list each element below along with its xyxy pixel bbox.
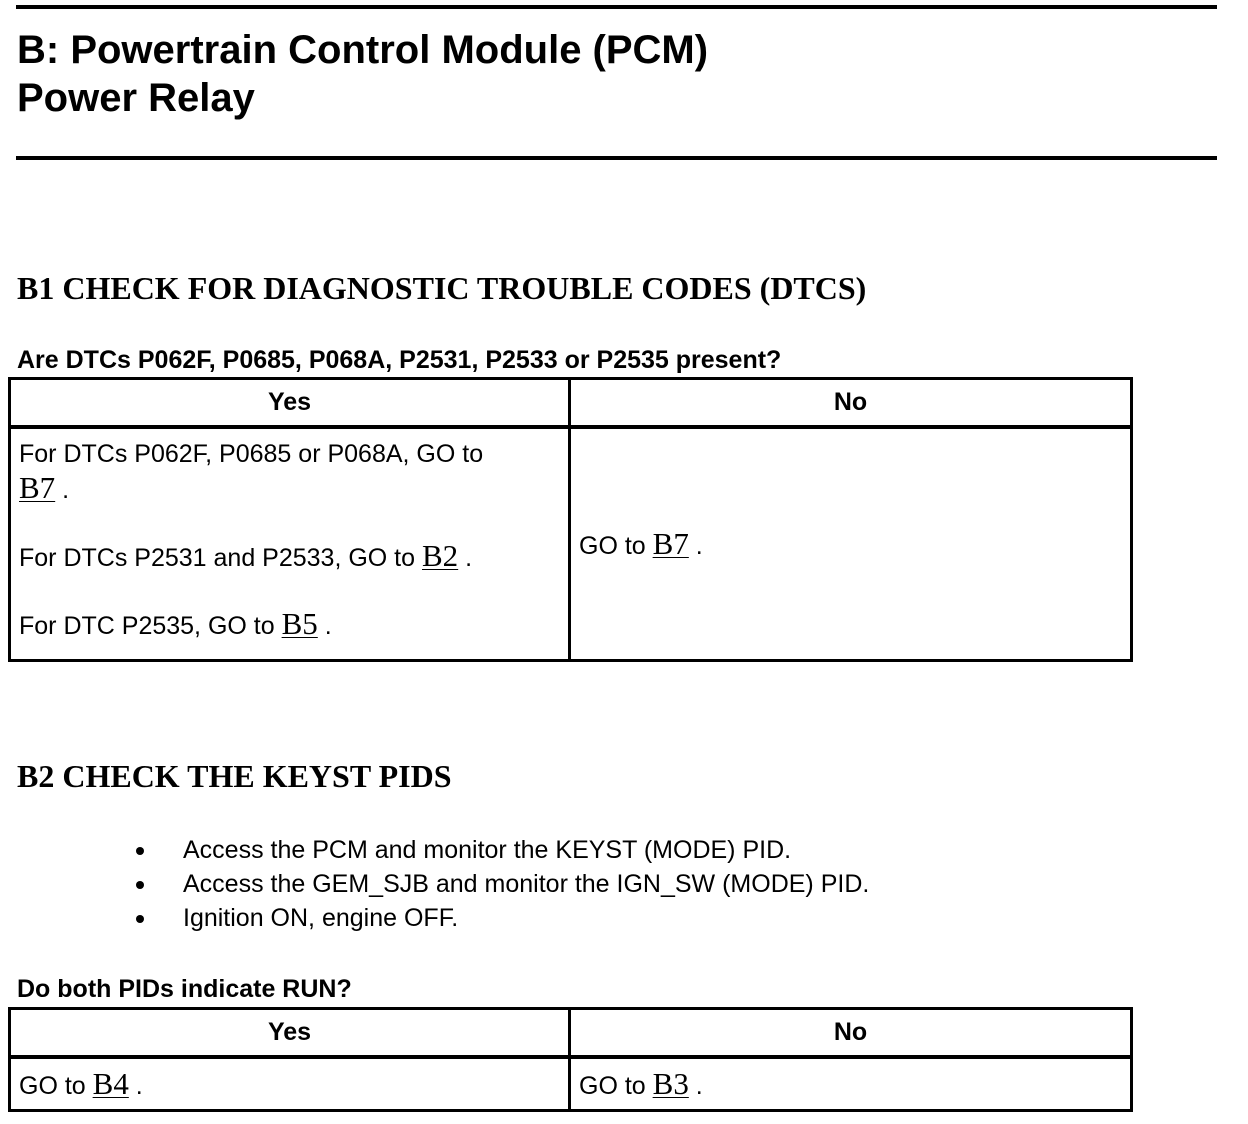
list-item <box>130 901 869 935</box>
bullet-icon <box>136 847 144 855</box>
link-b7[interactable]: B7 <box>652 526 689 561</box>
step-b2-heading: B2 CHECK THE KEYST PIDS <box>17 758 452 794</box>
table-row <box>10 1057 1132 1111</box>
yes-action-p2531 <box>19 539 560 575</box>
list-item <box>130 867 869 901</box>
action-text: GO to <box>579 532 646 560</box>
yes-cell <box>10 1057 570 1111</box>
yes-action-p062f <box>19 437 560 507</box>
action-suffix: . <box>324 612 332 640</box>
title-bottom-rule <box>16 156 1217 160</box>
link-b4[interactable]: B4 <box>92 1066 129 1101</box>
action-text: GO to <box>19 1072 86 1100</box>
instruction-text: Access the GEM_SJB and monitor the IGN_SW (MODE) PID. <box>183 870 870 898</box>
step-b2-question: Do both PIDs indicate RUN? <box>17 975 352 1003</box>
action-text: For DTC P2535, GO to <box>19 612 275 640</box>
step-b1-decision-table <box>8 377 1133 662</box>
top-rule <box>16 5 1217 9</box>
step-b2-instructions <box>130 833 869 935</box>
yes-column-header: Yes <box>10 1009 570 1058</box>
action-suffix: . <box>135 1072 143 1100</box>
action-suffix: . <box>695 1072 703 1100</box>
no-cell <box>570 427 1132 661</box>
no-column-header: No <box>570 1009 1132 1058</box>
action-suffix: . <box>465 544 473 572</box>
yes-cell <box>10 427 570 661</box>
document-title <box>17 26 708 122</box>
action-text: GO to <box>579 1072 646 1100</box>
link-b7[interactable]: B7 <box>19 470 56 505</box>
step-b1-heading: B1 CHECK FOR DIAGNOSTIC TROUBLE CODES (DTCS) <box>17 270 867 306</box>
step-b2-decision-table <box>8 1007 1133 1112</box>
yes-column-header: Yes <box>10 379 570 428</box>
instruction-text: Access the PCM and monitor the KEYST (MODE) PID. <box>183 836 792 864</box>
no-cell <box>570 1057 1132 1111</box>
action-suffix: . <box>62 476 70 504</box>
action-text: For DTCs P2531 and P2533, GO to <box>19 544 416 572</box>
bullet-icon <box>136 915 144 923</box>
link-b2[interactable]: B2 <box>422 538 459 573</box>
instruction-text: Ignition ON, engine OFF. <box>183 904 459 932</box>
action-text: For DTCs P062F, P0685 or P068A, GO to <box>19 440 484 468</box>
list-item <box>130 833 869 867</box>
document-title-line-1: B: Powertrain Control Module (PCM) <box>17 28 709 72</box>
bullet-icon <box>136 881 144 889</box>
no-column-header: No <box>570 379 1132 428</box>
yes-action-p2535 <box>19 607 560 643</box>
document-title-line-2: Power Relay <box>17 76 255 120</box>
table-header-row <box>10 379 1132 428</box>
step-b1-question: Are DTCs P062F, P0685, P068A, P2531, P2533 or P2535 present? <box>17 346 782 374</box>
link-b3[interactable]: B3 <box>652 1066 689 1101</box>
table-row <box>10 427 1132 661</box>
action-suffix: . <box>695 532 703 560</box>
link-b5[interactable]: B5 <box>281 606 318 641</box>
table-header-row <box>10 1009 1132 1058</box>
